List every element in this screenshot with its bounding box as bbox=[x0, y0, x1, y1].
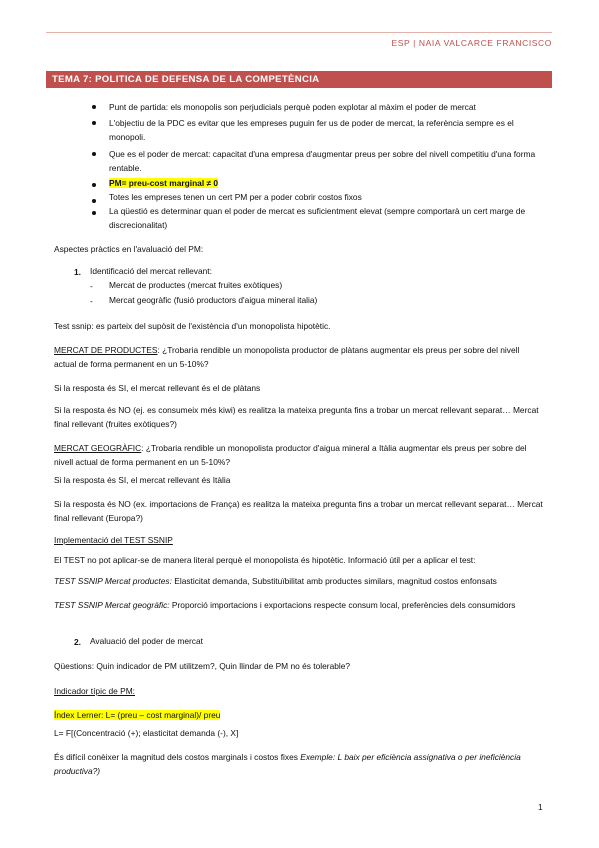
header-author: ESP | NAIA VALCARCE FRANCISCO bbox=[391, 38, 552, 48]
page-number: 1 bbox=[538, 802, 543, 812]
bullet-item: L'objectiu de la PDC es evitar que les empreses puguin fer us de poder de mercat, la referència sempre es el monopoli. bbox=[109, 118, 514, 142]
si-platans-paragraph: Si la resposta és SI, el mercat rellevant és el de plàtans bbox=[54, 383, 261, 393]
bullet-dot bbox=[92, 199, 96, 203]
ssnip-geografic-text: Proporció importacions i exportacions respecte consum local, preferències dels consumidors bbox=[169, 600, 516, 610]
bullet-item: Totes les empreses tenen un cert PM per a poder cobrir costos fixos bbox=[109, 192, 362, 202]
bullet-item-highlight bbox=[109, 176, 218, 190]
bullet-item: La qüestió es determinar quan el poder de mercat es suficientment elevat (sempre comportarà un cert marge de discrecionalitat) bbox=[109, 206, 526, 230]
ssnip-geografic-paragraph bbox=[54, 598, 544, 612]
mercat-productes-text: : ¿Trobaria rendible un monopolista productor de plàtans augmentar els preus per sobre del nivell actual de forma permanent en un 5-10%? bbox=[54, 345, 520, 369]
mercat-productes-label: MERCAT DE PRODUCTES bbox=[54, 345, 158, 355]
bullet-dot bbox=[92, 121, 96, 125]
si-italia-paragraph: Si la resposta és SI, el mercat rellevant és Itàlia bbox=[54, 475, 231, 485]
bullet-dot bbox=[92, 183, 96, 187]
mercat-productes-paragraph bbox=[54, 343, 544, 371]
questions-paragraph: Qüestions: Quin indicador de PM utilitzem?, Quin llindar de PM no és tolerable? bbox=[54, 661, 351, 671]
bullet-dot bbox=[92, 105, 96, 109]
difficult-example: Exemple: L baix per eficiència assignativa o per ineficiència productiva?) bbox=[54, 752, 521, 776]
sub-item: Mercat geogràfic (fusió productors d'aigua mineral italia) bbox=[109, 295, 318, 305]
page-title: TEMA 7: POLITICA DE DEFENSA DE LA COMPETÈNCIA bbox=[52, 74, 320, 85]
implementacio-heading: Implementació del TEST SSNIP bbox=[54, 535, 173, 545]
lerner-function: L= F[(Concentració (+); elasticitat demanda (-), X] bbox=[54, 728, 239, 738]
difficult-text: És difícil conèixer la magnitud dels costos marginals i costos fixes bbox=[54, 752, 301, 762]
dash-marker: - bbox=[90, 281, 93, 291]
dash-marker: - bbox=[90, 296, 93, 306]
ssnip-productes-label: TEST SSNIP Mercat productes: bbox=[54, 576, 172, 586]
ssnip-geografic-label: TEST SSNIP Mercat geogràfic: bbox=[54, 600, 170, 610]
test-ssnip-paragraph: Test ssnip: es parteix del supòsit de l'existència d'un monopolista hipotètic. bbox=[54, 321, 331, 331]
item-label: Identificació del mercat rellevant: bbox=[90, 266, 212, 276]
bullet-dot bbox=[92, 152, 96, 156]
no-franca-paragraph: Si la resposta és NO (ex. importacions de França) es realitza la mateixa pregunta fins a trobar un mercat rellevant separat… Mercat final rellevant (Europa?) bbox=[54, 499, 543, 523]
indicador-heading: Indicador típic de PM: bbox=[54, 686, 135, 696]
bullet-item: Punt de partida: els monopolis son perjudicials perquè poden explotar al màxim el poder de mercat bbox=[109, 102, 476, 112]
title-bar bbox=[46, 71, 552, 88]
bullet-dot bbox=[92, 211, 96, 215]
mercat-geografic-text: : ¿Trobaria rendible un monopolista productor d'aigua mineral a Itàlia augmentar els preus per sobre del nivell actual de forma permanent en un 5-10%? bbox=[54, 443, 527, 467]
bullet-item: Que es el poder de mercat: capacitat d'una empresa d'augmentar preus per sobre del nivell competitiu d'una forma rentable. bbox=[109, 149, 536, 173]
sub-item: Mercat de productes (mercat fruites exòtiques) bbox=[109, 280, 283, 290]
item-number: 1. bbox=[74, 267, 81, 277]
pm-formula-highlight: PM= preu-cost marginal ≠ 0 bbox=[109, 178, 219, 188]
aspects-heading: Aspectes pràctics en l'avaluació del PM: bbox=[54, 244, 204, 254]
ssnip-productes-paragraph bbox=[54, 574, 497, 588]
no-kiwi-paragraph: Si la resposta és NO (ej. es consumeix més kiwi) es realitza la mateixa pregunta fins a trobar un mercat rellevant separat… Mercat final rellevant (fruites exòtiques?) bbox=[54, 405, 539, 429]
implementacio-paragraph: El TEST no pot aplicar-se de manera literal perquè el monopolista és hipotètic. Informació útil per a aplicar el test: bbox=[54, 555, 476, 565]
ssnip-productes-text: Elasticitat demanda, Substituïbilitat amb productes similars, magnitud costos enfonsats bbox=[171, 576, 497, 586]
header-rule bbox=[46, 32, 552, 33]
lerner-highlight: Índex Lerner: L= (preu – cost marginal)/ preu bbox=[54, 710, 221, 720]
mercat-geografic-paragraph bbox=[54, 441, 544, 469]
mercat-geografic-label: MERCAT GEOGRÀFIC bbox=[54, 443, 142, 453]
difficult-paragraph bbox=[54, 750, 544, 778]
item-number: 2. bbox=[74, 637, 81, 647]
lerner-line bbox=[54, 708, 220, 722]
item-label: Avaluació del poder de mercat bbox=[90, 636, 203, 646]
